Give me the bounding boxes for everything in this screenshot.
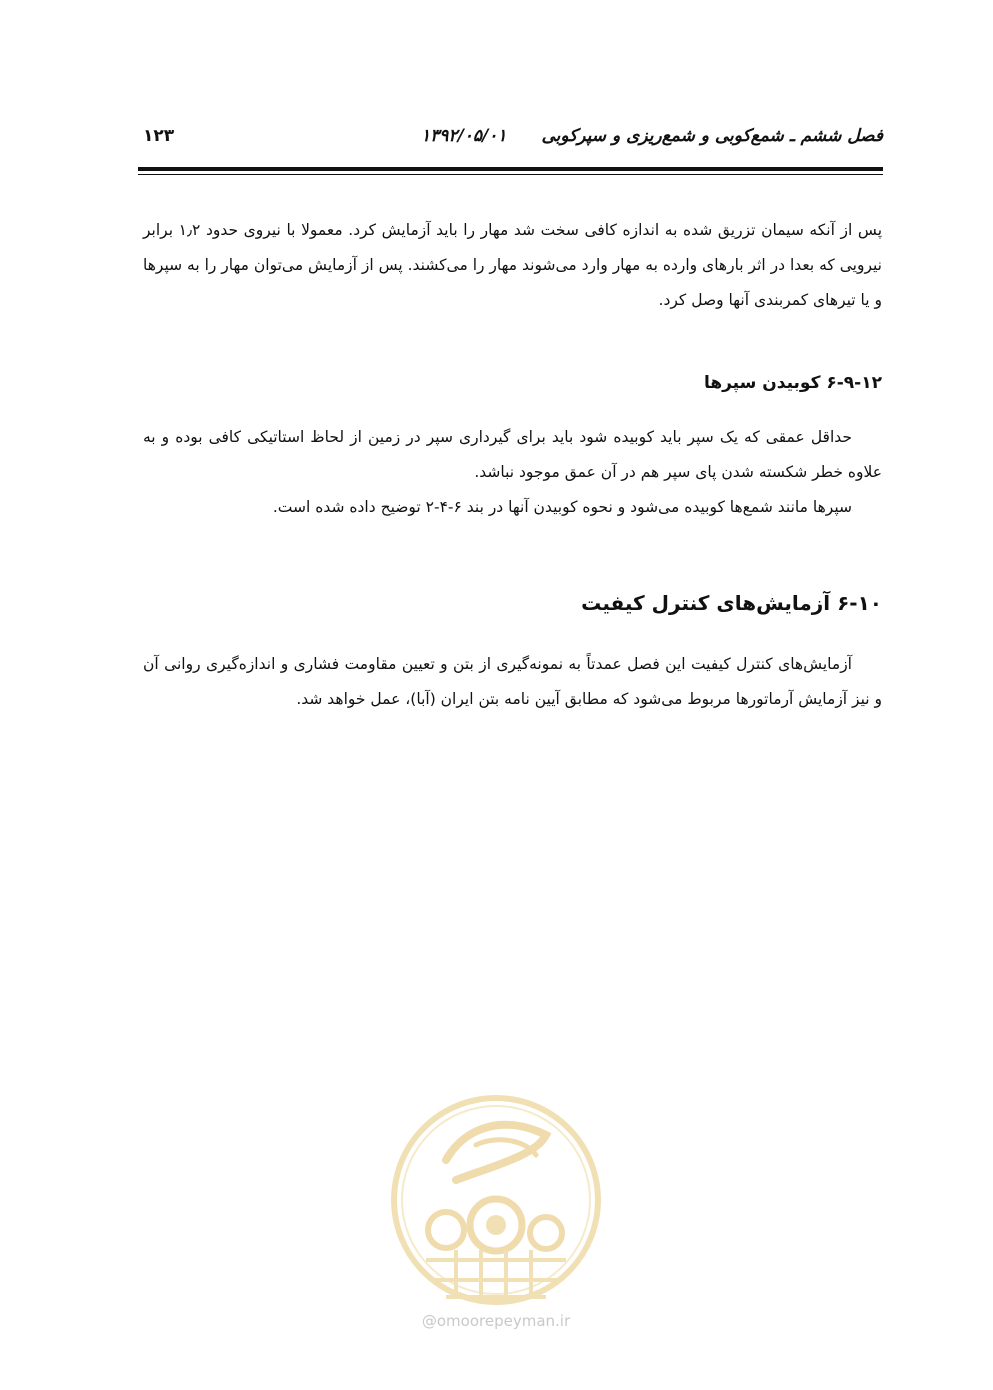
section-6-10 <box>143 586 882 620</box>
section-6-9-12 <box>143 368 882 398</box>
page-header <box>143 126 883 158</box>
section-6-9-12-paragraph-1: حداقل عمقی که یک سپر باید کوبیده شود باید برای گیرداری سپر در زمین از لحاظ استاتیکی کافی بوده و به علاوه خطر شکسته شدن پای سپر هم در آن عمق موجود نباشد. <box>143 428 882 481</box>
header-date: ۱۳۹۲/۰۵/۰۱ <box>421 126 507 146</box>
intro-paragraph: پس از آنکه سیمان تزریق شده به اندازه کافی سخت شد مهار را باید آزمایش کرد. معمولا با نیروی حدود ۱٫۲ برابر نیرویی که بعدا در اثر بارهای وارده به مهار وارد می‌شوند مهار را می‌کشند. پس از آزمایش می‌توان مهار را به سپرها و یا تیرهای کمربندی آنها وصل کرد. <box>143 221 883 309</box>
section-6-10-body <box>143 647 882 717</box>
header-rule-thick <box>138 167 883 171</box>
page-number: ۱۲۳ <box>143 126 175 146</box>
watermark-logo <box>386 1085 606 1345</box>
section-heading-6-9-12: ۶-۹-۱۲ کوبیدن سپرها <box>703 373 882 393</box>
intro-block <box>143 213 882 318</box>
header-rule-thin <box>138 174 883 175</box>
watermark-url: @omoorepeyman.ir <box>421 1312 571 1330</box>
section-6-9-12-paragraph-2: سپرها مانند شمع‌ها کوبیده می‌شود و نحوه کوبیدن آنها در بند ۶-۴-۲ توضیح داده شده است. <box>272 498 852 516</box>
section-6-10-paragraph: آزمایش‌های کنترل کیفیت این فصل عمدتاً به نمونه‌گیری از بتن و تعیین مقاومت فشاری و اندازه‌گیری روانی آن و نیز آزمایش آرماتورها مربوط می‌شود که مطابق آیین نامه بتن ایران (آبا)، عمل خواهد شد. <box>143 655 882 708</box>
chapter-title: فصل ششم ـ شمع‌کوبی و شمع‌ریزی و سپرکوبی <box>541 126 883 146</box>
section-6-9-12-body <box>143 420 882 525</box>
section-heading-6-10: ۶-۱۰ آزمایش‌های کنترل کیفیت <box>581 591 882 615</box>
